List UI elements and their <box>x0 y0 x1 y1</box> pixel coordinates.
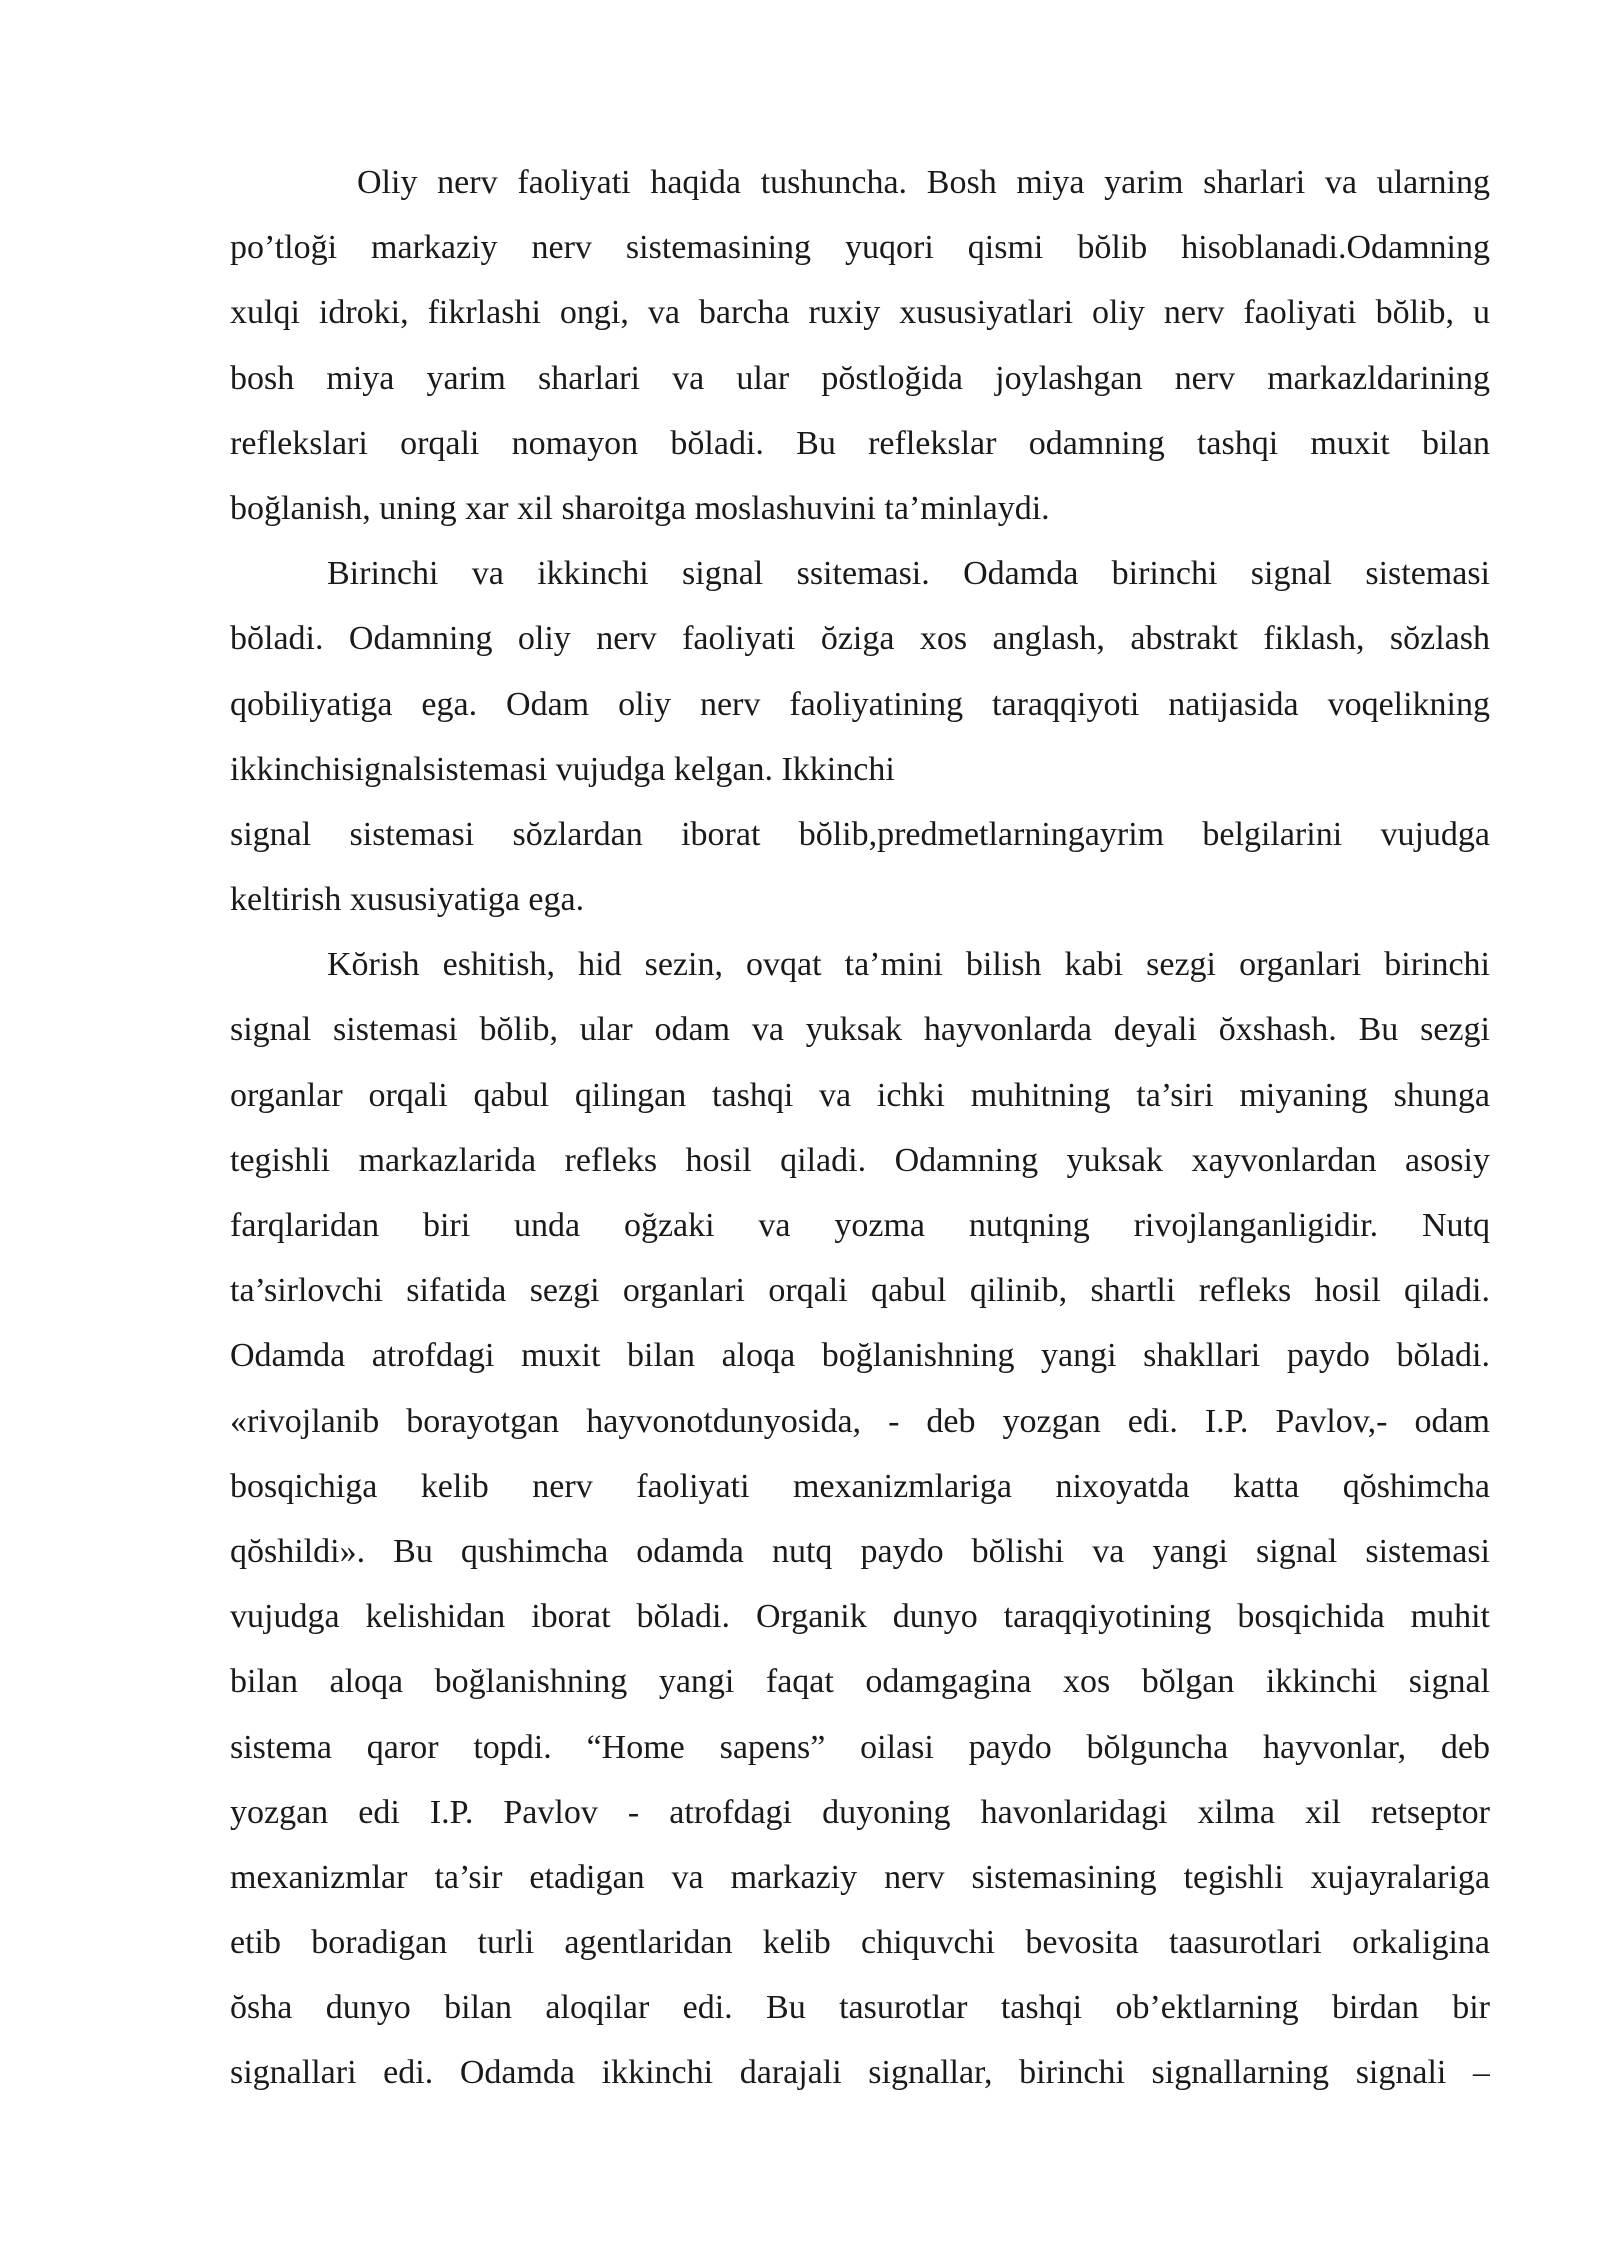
text-line: yozgan edi I.P. Pavlov - atrofdagi duyoning havonlaridagi xilma xil retseptor <box>230 1793 1490 1831</box>
text-line: qŏshildi». Bu qushimcha odamda nutq paydo bŏlishi va yangi signal sistemasi <box>230 1532 1490 1570</box>
text-line: bilan aloqa boğlanishning yangi faqat odamgagina xos bŏlgan ikkinchi signal <box>230 1663 1490 1701</box>
text-line: sistema qaror topdi. “Home sapens” oilasi paydo bŏlguncha hayvonlar, deb <box>230 1728 1490 1766</box>
text-line: Birinchi va ikkinchi signal ssitemasi. Odamda birinchi signal sistemasi <box>327 555 1490 593</box>
text-line: «rivojlanib borayotgan hayvonotdunyosida, - deb yozgan edi. I.P. Pavlov,- odam <box>230 1402 1490 1440</box>
body-text <box>230 150 1490 2106</box>
text-line: po’tloği markaziy nerv sistemasining yuqori qismi bŏlib hisoblanadi.Odamning <box>230 229 1490 267</box>
text-line: signal sistemasi sŏzlardan iborat bŏlib,predmetlarningayrim belgilarini vujudga <box>230 815 1490 853</box>
text-line: tegishli markazlarida refleks hosil qiladi. Odamning yuksak xayvonlardan asosiy <box>230 1141 1490 1179</box>
text-line: signal sistemasi bŏlib, ular odam va yuksak hayvonlarda deyali ŏxshash. Bu sezgi <box>230 1011 1490 1049</box>
text-line: keltirish xususiyatiga ega. <box>230 881 585 919</box>
text-line: organlar orqali qabul qilingan tashqi va ichki muhitning ta’siri miyaning shunga <box>230 1076 1490 1114</box>
text-line: Odamda atrofdagi muxit bilan aloqa boğlanishning yangi shakllari paydo bŏladi. <box>230 1337 1490 1375</box>
text-line: etib boradigan turli agentlaridan kelib chiquvchi bevosita taasurotlari orkaligina <box>230 1924 1490 1962</box>
text-line: bosh miya yarim sharlari va ular pŏstloğida joylashgan nerv markazldarining <box>230 359 1490 397</box>
text-line: bosqichiga kelib nerv faoliyati mexanizmlariga nixoyatda katta qŏshimcha <box>230 1467 1490 1505</box>
text-line: bŏladi. Odamning oliy nerv faoliyati ŏziga xos anglash, abstrakt fiklash, sŏzlash <box>230 620 1490 658</box>
text-line: mexanizmlar ta’sir etadigan va markaziy nerv sistemasining tegishli xujayralariga <box>230 1858 1490 1896</box>
text-line: ikkinchisignalsistemasi vujudga kelgan. Ikkinchi <box>230 750 895 788</box>
text-line: boğlanish, uning xar xil sharoitga moslashuvini ta’minlaydi. <box>230 489 1050 527</box>
text-line: ŏsha dunyo bilan aloqilar edi. Bu tasurotlar tashqi ob’ektlarning birdan bir <box>230 1989 1490 2027</box>
text-line: reflekslari orqali nomayon bŏladi. Bu reflekslar odamning tashqi muxit bilan <box>230 424 1490 462</box>
text-line: signallari edi. Odamda ikkinchi darajali signallar, birinchi signallarning signali – <box>230 2054 1490 2092</box>
text-line: qobiliyatiga ega. Odam oliy nerv faoliyatining taraqqiyoti natijasida voqelikning <box>230 685 1490 723</box>
text-line: farqlaridan biri unda oğzaki va yozma nutqning rivojlanganligidir. Nutq <box>230 1207 1490 1244</box>
text-line: xulqi idroki, fikrlashi ongi, va barcha ruxiy xususiyatlari oliy nerv faoliyati bŏlib, u <box>230 294 1490 332</box>
text-line: Oliy nerv faoliyati haqida tushuncha. Bosh miya yarim sharlari va ularning <box>357 164 1490 201</box>
text-line: ta’sirlovchi sifatida sezgi organlari orqali qabul qilinib, shartli refleks hosil qiladi. <box>230 1272 1490 1310</box>
text-line: vujudga kelishidan iborat bŏladi. Organik dunyo taraqqiyotining bosqichida muhit <box>230 1598 1490 1636</box>
text-line: Kŏrish eshitish, hid sezin, ovqat ta’mini bilish kabi sezgi organlari birinchi <box>327 946 1490 984</box>
